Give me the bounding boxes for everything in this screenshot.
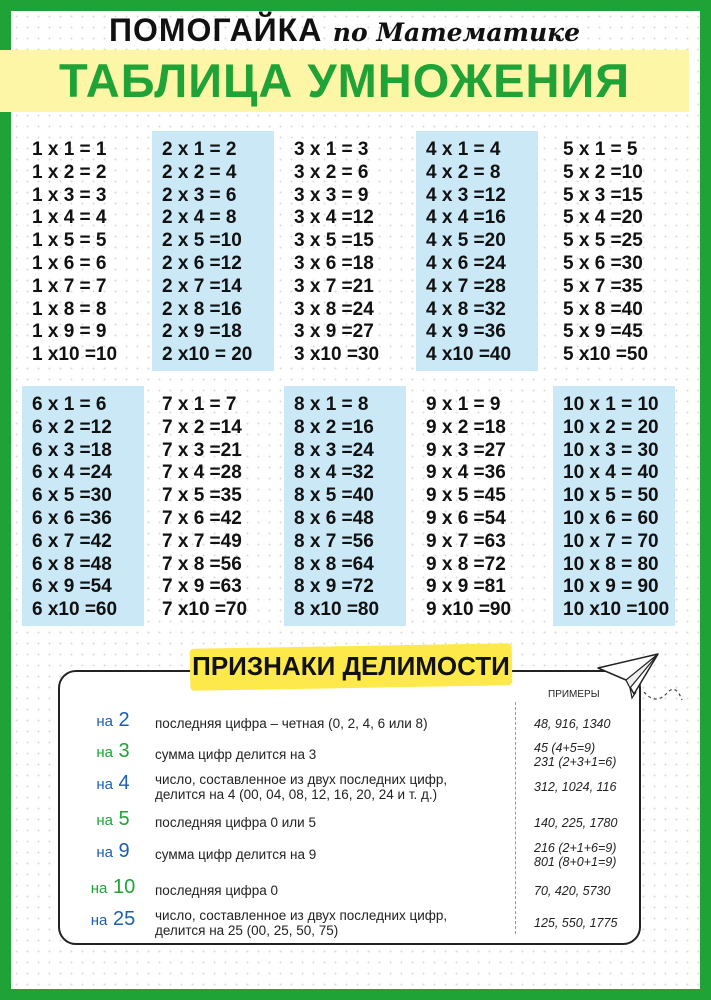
times-table-row: 3 x 2 = 6 xyxy=(294,161,369,183)
times-table-row: 6 x 9 =54 xyxy=(32,576,112,598)
times-table-row: 8 x10 =80 xyxy=(294,599,380,621)
divisibility-rule-text: последняя цифра 0 xyxy=(155,883,279,898)
header xyxy=(0,12,689,49)
times-table-row: 2 x 2 = 4 xyxy=(162,161,237,183)
header-subtitle: по Математике xyxy=(332,18,580,47)
times-table-row: 7 x 7 =49 xyxy=(162,530,242,552)
times-table-column xyxy=(284,386,406,626)
divisibility-rule-examples: 140, 225, 1780 xyxy=(534,816,618,830)
times-table-row: 7 x 4 =28 xyxy=(162,462,242,484)
times-table-row: 5 x 5 =25 xyxy=(563,230,643,252)
divisor-label xyxy=(78,808,148,831)
times-table-row: 9 x 4 =36 xyxy=(426,462,506,484)
times-table-row: 4 x 8 =32 xyxy=(426,298,506,320)
times-table-row: 7 x 1 = 7 xyxy=(162,394,237,415)
times-table-row: 3 x 6 =18 xyxy=(294,252,374,274)
divisor-prefix: на xyxy=(96,776,113,793)
divisor-number: 10 xyxy=(112,876,136,898)
divisor-number: 2 xyxy=(118,709,130,731)
times-table-row: 9 x 3 =27 xyxy=(426,439,506,461)
times-table-row: 10 x 5 = 50 xyxy=(563,485,659,507)
times-table-row: 1 x 8 = 8 xyxy=(32,298,107,320)
times-table-row: 7 x 5 =35 xyxy=(162,485,242,507)
times-table-row: 2 x10 = 20 xyxy=(162,344,253,366)
times-table-column xyxy=(416,386,538,626)
times-table-row: 3 x 4 =12 xyxy=(294,207,374,229)
times-table-row: 6 x 8 =48 xyxy=(32,553,112,575)
times-table-row: 4 x 3 =12 xyxy=(426,184,506,206)
times-table-row: 3 x 1 = 3 xyxy=(294,139,369,160)
divisor-label xyxy=(78,840,148,863)
times-table-row: 2 x 6 =12 xyxy=(162,252,242,274)
divisibility-rule-examples: 216 (2+1+6=9) 801 (8+0+1=9) xyxy=(534,841,617,869)
times-table-row: 7 x 2 =14 xyxy=(162,416,242,438)
times-table-row: 2 x 7 =14 xyxy=(162,275,242,297)
times-table-row: 8 x 9 =72 xyxy=(294,576,374,598)
times-table-row: 7 x10 =70 xyxy=(162,599,248,621)
times-table-row: 2 x 5 =10 xyxy=(162,230,242,252)
times-table-row: 2 x 4 = 8 xyxy=(162,207,237,229)
times-table-row: 1 x 1 = 1 xyxy=(32,139,107,160)
examples-header: ПРИМЕРЫ xyxy=(548,689,600,700)
times-table-row: 5 x 4 =20 xyxy=(563,207,643,229)
times-table-row: 5 x 8 =40 xyxy=(563,298,643,320)
divisor-number: 3 xyxy=(118,740,130,762)
times-table-row: 8 x 3 =24 xyxy=(294,439,374,461)
times-table-row: 10 x 6 = 60 xyxy=(563,507,659,529)
times-table-row: 3 x 7 =21 xyxy=(294,275,374,297)
divisibility-rule-text: число, составленное из двух последних цифр, делится на 4 (00, 04, 08, 12, 16, 20, 24 и т. д.) xyxy=(155,772,448,802)
divisor-label xyxy=(78,876,148,899)
times-table-column xyxy=(416,131,538,371)
times-table-row: 1 x 2 = 2 xyxy=(32,161,107,183)
divisibility-rule-text: сумма цифр делится на 9 xyxy=(155,847,317,862)
divisor-prefix: на xyxy=(96,812,113,829)
times-table-row: 8 x 4 =32 xyxy=(294,462,374,484)
times-table-row: 7 x 3 =21 xyxy=(162,439,242,461)
times-table-row: 8 x 7 =56 xyxy=(294,530,374,552)
divisor-prefix: на xyxy=(90,880,108,897)
times-table-row: 5 x 1 = 5 xyxy=(563,139,638,160)
times-table-row: 10 x 2 = 20 xyxy=(563,416,659,438)
times-table-column xyxy=(22,131,144,371)
divisibility-rule-examples: 70, 420, 5730 xyxy=(534,884,611,898)
times-table-row: 6 x10 =60 xyxy=(32,599,118,621)
times-table-row: 6 x 2 =12 xyxy=(32,416,112,438)
times-table-row: 1 x 5 = 5 xyxy=(32,230,107,252)
times-table-row: 9 x 9 =81 xyxy=(426,576,506,598)
times-table-row: 9 x 1 = 9 xyxy=(426,394,501,415)
divisor-label xyxy=(78,908,148,931)
times-table-row: 6 x 6 =36 xyxy=(32,507,112,529)
divisibility-title: ПРИЗНАКИ ДЕЛИМОСТИ xyxy=(192,651,510,681)
times-table-row: 4 x 9 =36 xyxy=(426,321,506,343)
times-table-row: 6 x 4 =24 xyxy=(32,462,112,484)
divisor-prefix: на xyxy=(96,744,113,761)
times-table-row: 10 x10 =100 xyxy=(563,599,670,621)
times-table-row: 8 x 5 =40 xyxy=(294,485,374,507)
times-table-row: 3 x10 =30 xyxy=(294,344,380,366)
divisibility-rule-text: последняя цифра 0 или 5 xyxy=(155,815,316,830)
times-table-row: 8 x 8 =64 xyxy=(294,553,374,575)
divisor-prefix: на xyxy=(96,844,113,861)
times-table-row: 5 x 6 =30 xyxy=(563,252,643,274)
paper-plane-icon xyxy=(596,650,686,720)
divisibility-rule-examples: 312, 1024, 116 xyxy=(534,780,617,794)
times-table-row: 7 x 6 =42 xyxy=(162,507,242,529)
times-table-row: 10 x 4 = 40 xyxy=(563,462,659,484)
times-table-row: 7 x 8 =56 xyxy=(162,553,242,575)
divisibility-rule-examples: 48, 916, 1340 xyxy=(534,717,611,731)
divisibility-rule-examples: 125, 550, 1775 xyxy=(534,916,618,930)
times-table-row: 2 x 9 =18 xyxy=(162,321,242,343)
times-table-row: 1 x 9 = 9 xyxy=(32,321,107,343)
divisor-number: 4 xyxy=(118,772,130,794)
times-table-row: 1 x 6 = 6 xyxy=(32,252,107,274)
times-table-row: 2 x 8 =16 xyxy=(162,298,242,320)
times-table-row: 4 x10 =40 xyxy=(426,344,512,366)
times-table-row: 10 x 1 = 10 xyxy=(563,394,659,415)
times-table-row: 9 x 2 =18 xyxy=(426,416,506,438)
times-table-column xyxy=(152,386,274,626)
divisibility-rule-text: число, составленное из двух последних цифр, делится на 25 (00, 25, 50, 75) xyxy=(155,908,448,938)
divisor-number: 5 xyxy=(118,808,130,830)
divisor-label xyxy=(78,772,148,795)
times-table-row: 3 x 8 =24 xyxy=(294,298,374,320)
times-table-row: 9 x 7 =63 xyxy=(426,530,506,552)
times-table-column xyxy=(553,386,675,626)
times-table-row: 6 x 5 =30 xyxy=(32,485,112,507)
times-table-row: 9 x 6 =54 xyxy=(426,507,506,529)
times-table-column xyxy=(284,131,406,371)
divisor-prefix: на xyxy=(90,912,108,929)
divisor-number: 25 xyxy=(112,908,136,930)
times-table-row: 5 x 2 =10 xyxy=(563,161,643,183)
times-table-row: 8 x 2 =16 xyxy=(294,416,374,438)
times-table-row: 4 x 4 =16 xyxy=(426,207,506,229)
main-title: ТАБЛИЦА УМНОЖЕНИЯ xyxy=(59,54,630,107)
divisor-label xyxy=(78,740,148,763)
divisibility-rule-text: последняя цифра – четная (0, 2, 4, 6 или 8) xyxy=(155,716,428,731)
times-table-row: 10 x 7 = 70 xyxy=(563,530,659,552)
times-table-row: 4 x 7 =28 xyxy=(426,275,506,297)
times-table-column xyxy=(152,131,274,371)
examples-separator xyxy=(515,702,516,934)
times-table-row: 2 x 3 = 6 xyxy=(162,184,237,206)
times-table-row: 5 x 7 =35 xyxy=(563,275,643,297)
times-table-row: 5 x 3 =15 xyxy=(563,184,643,206)
header-title: ПОМОГАЙКА xyxy=(109,12,323,48)
times-table-row: 7 x 9 =63 xyxy=(162,576,242,598)
times-table-row: 3 x 3 = 9 xyxy=(294,184,369,206)
times-table-column xyxy=(22,386,144,626)
divisor-prefix: на xyxy=(96,713,113,730)
times-table-row: 3 x 9 =27 xyxy=(294,321,374,343)
times-table-row: 3 x 5 =15 xyxy=(294,230,374,252)
divisor-label xyxy=(78,709,148,732)
times-table-column xyxy=(553,131,675,371)
times-table-row: 4 x 6 =24 xyxy=(426,252,506,274)
times-table-row: 1 x 4 = 4 xyxy=(32,207,107,229)
times-table-row: 9 x10 =90 xyxy=(426,599,512,621)
times-table-row: 5 x 9 =45 xyxy=(563,321,643,343)
divisibility-rule-text: сумма цифр делится на 3 xyxy=(155,747,317,762)
times-table-row: 8 x 6 =48 xyxy=(294,507,374,529)
times-table-row: 10 x 3 = 30 xyxy=(563,439,659,461)
times-table-row: 9 x 8 =72 xyxy=(426,553,506,575)
times-table-row: 9 x 5 =45 xyxy=(426,485,506,507)
times-table-row: 5 x10 =50 xyxy=(563,344,649,366)
times-table-row: 1 x 3 = 3 xyxy=(32,184,107,206)
times-table-row: 6 x 3 =18 xyxy=(32,439,112,461)
divisor-number: 9 xyxy=(118,840,130,862)
times-table-row: 4 x 5 =20 xyxy=(426,230,506,252)
times-table-row: 1 x10 =10 xyxy=(32,344,118,366)
times-table-row: 6 x 1 = 6 xyxy=(32,394,107,415)
divisibility-rule-examples: 45 (4+5=9) 231 (2+3+1=6) xyxy=(534,741,617,769)
times-table-row: 2 x 1 = 2 xyxy=(162,139,237,160)
times-table-row: 8 x 1 = 8 xyxy=(294,394,369,415)
times-table-row: 1 x 7 = 7 xyxy=(32,275,107,297)
times-table-row: 10 x 9 = 90 xyxy=(563,576,659,598)
times-table-row: 4 x 1 = 4 xyxy=(426,139,501,160)
times-table-row: 4 x 2 = 8 xyxy=(426,161,501,183)
times-table-row: 10 x 8 = 80 xyxy=(563,553,659,575)
times-table-row: 6 x 7 =42 xyxy=(32,530,112,552)
